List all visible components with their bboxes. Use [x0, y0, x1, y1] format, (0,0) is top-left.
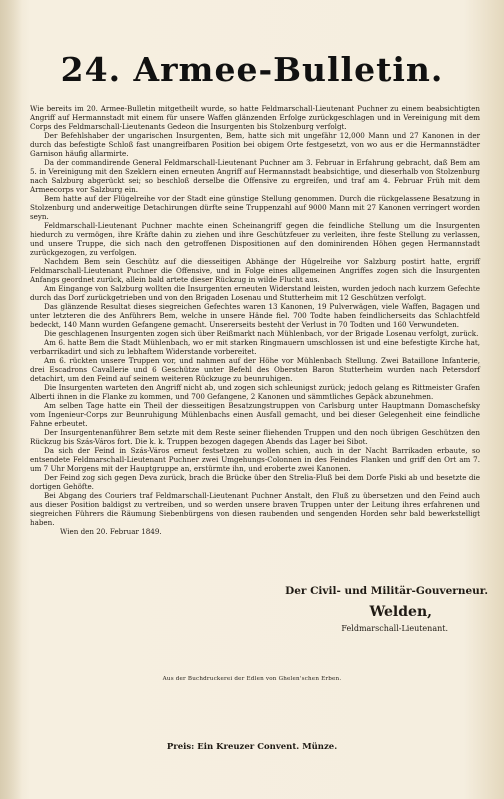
paragraph-6: Nachdem Bem sein Geschütz auf die diesseitigen Abhänge der Hügelreihe vor Salzburg postirt hatte, ergriff Feldmarschall-Lieutenant Puchner die Offensive, und in Folge eines allgemeinen Angriffes zogen sich die Insurgenten Anfangs geordnet zurück, allein bald artete dieser Rückzug in wilde Flucht aus.	[30, 257, 480, 284]
paragraph-7: Am Eingange von Salzburg wollten die Insurgenten erneuten Widerstand leisten, wurden jedoch nach kurzem Gefechte durch das Dorf zurückgetrieben und von den Brigaden Losenau und Stutterheim mit 12 Geschützen verfolgt.	[30, 284, 480, 302]
paragraph-15: Da sich der Feind in Szás-Város erneut festsetzen zu wollen schien, auch in der Nacht Barrikaden erbaute, so entsendete Feldmarschall-Lieutenant Puchner zwei Umgehungs-Colonnen in des Feindes Flanken und griff den Ort am 7. um 7 Uhr Morgens mit der Hauptgruppe an, erstürmte ihn, und eroberte zwei Kanonen.	[30, 446, 480, 473]
paragraph-17: Bei Abgang des Couriers traf Feldmarschall-Lieutenant Puchner Anstalt, den Fluß zu übersetzen und den Feind auch aus dieser Position baldigst zu vertreiben, und so werden unsere braven Truppen unter der Leitung ihres erfahrenen und siegreichen Führers die Räumung Siebenbürgens von diesen raubenden und sengenden Horden sehr bald bewerkstelligt haben.	[30, 491, 480, 527]
paragraph-4: Bem hatte auf der Flügelreihe vor der Stadt eine günstige Stellung genommen. Durch die rückgelassene Besatzung in Stolzenburg und anderweitige Detachirungen dürfte seine Truppenzahl auf 9000 Mann mit 27 Kanonen verringert worden seyn.	[30, 194, 480, 221]
price-line: Preis: Ein Kreuzer Convent. Münze.	[166, 742, 338, 752]
bulletin-body	[30, 104, 480, 536]
paragraph-2: Der Befehlshaber der ungarischen Insurgenten, Bem, hatte sich mit ungefähr 12,000 Mann und 27 Kanonen in der durch das befestigte Schloß fast unangreifbaren Position bei obigem Orte festgesetzt, von wo aus er die Hermannstädter Garnison häufig allarmirte.	[30, 131, 480, 158]
paragraph-8: Das glänzende Resultat dieses siegreichen Gefechtes waren 13 Kanonen, 19 Pulverwägen, viele Waffen, Bagagen und unter letzteren die des Anführers Bem, welche in unsere Hände fiel. 700 Todte haben feindlicherseits das Schlachtfeld bedeckt, 140 Mann wurden Gefangene gemacht. Unsererseits besteht der Verlust in 70 Todten und 160 Verwundeten.	[30, 302, 480, 329]
paragraph-3: Da der commandirende General Feldmarschall-Lieutenant Puchner am 3. Februar in Erfahrung gebracht, daß Bem am 5. in Vereinigung mit den Szeklern einen erneuten Angriff auf Hermannstadt beabsichtige, und dieserhalb von Stolzenburg nach Salzburg abgerückt sei; so beschloß derselbe die Offensive zu ergreifen, und traf am 4. Februar Früh mit dem Armeecorps vor Salzburg ein.	[30, 158, 480, 194]
paragraph-1: Wie bereits im 20. Armee-Bulletin mitgetheilt wurde, so hatte Feldmarschall-Lieutenant Puchner zu einem beabsichtigten Angriff auf Hermannstadt mit einem für unsere Waffen glänzenden Erfolge zurückgeschlagen und in Vereinigung mit dem Corps des Feldmarschall-Lieutenants Gedeon die Insurgenten bis Stolzenburg verfolgt.	[30, 104, 480, 131]
signature-name: Welden,	[369, 604, 432, 620]
bulletin-title: 24. Armee-Bulletin.	[60, 50, 444, 89]
paragraph-10: Am 6. hatte Bem die Stadt Mühlenbach, wo er mit starken Ringmauern umschlossen ist und eine befestigte Kirche hat, verbarrikadirt und sich zu lebhaftem Widerstande vorbereitet.	[30, 338, 480, 356]
paragraph-12: Die Insurgenten warteten den Angriff nicht ab, und zogen sich schleunigst zurück; jedoch gelang es Rittmeister Grafen Alberti ihnen in die Flanke zu kommen, und 700 Gefangene, 2 Kanonen und sämmtliches Gepäck abzunehmen.	[30, 383, 480, 401]
printer-imprint: Aus der Buchdruckerei der Edlen von Ghelen'schen Erben.	[162, 676, 342, 682]
paragraph-11: Am 6. rückten unsere Truppen vor, und nahmen auf der Höhe vor Mühlenbach Stellung. Zwei Bataillone Infanterie, drei Escadrons Cavallerie und 6 Geschütze unter Befehl des Obersten Baron Stutterheim wurden nach Petersdorf detachirt, um den Feind auf seinem weiteren Rückzuge zu beunruhigen.	[30, 356, 480, 383]
paragraph-14: Der Insurgentenanführer Bem setzte mit dem Reste seiner fliehenden Truppen und den noch übrigen Geschützen den Rückzug bis Szás-Város fort. Die k. k. Truppen bezogen dagegen Abends das Lager bei Sibot.	[30, 428, 480, 446]
paragraph-9: Die geschlagenen Insurgenten zogen sich über Reißmarkt nach Mühlenbach, vor der Brigade Losenau verfolgt, zurück.	[44, 329, 479, 338]
date-line: Wien den 20. Februar 1849.	[60, 527, 162, 536]
paragraph-13: Am selben Tage hatte ein Theil der diesseitigen Besatzungstruppen von Carlsburg unter Hauptmann Domaschefsky vom Ingenieur-Corps zur Beunruhigung Mühlenbachs einen Ausfall gemacht, und bei dieser Gelegenheit eine feindliche Fahne erbeutet.	[30, 401, 480, 428]
signature-organization: Der Civil- und Militär-Gouverneur.	[285, 585, 488, 597]
paragraph-5: Feldmarschall-Lieutenant Puchner machte einen Scheinangriff gegen die feindliche Stellung um die Insurgenten hiedurch zu vermögen, ihre Kräfte dahin zu ziehen und ihre Geschützfeuer zu verleiten, ihre feste Stellung zu verlassen, und unsere Truppe, die sich nach den getroffenen Dispositionen auf den dominirenden Höhen gegen Hermannstadt zurückgezogen, zu verfolgen.	[30, 221, 480, 257]
paragraph-16: Der Feind zog sich gegen Deva zurück, brach die Brücke über den Strelia-Fluß bei dem Dorfe Piski ab und besetzte die dortigen Gehöfte.	[30, 473, 480, 491]
signature-rank: Feldmarschall-Lieutenant.	[341, 624, 448, 633]
